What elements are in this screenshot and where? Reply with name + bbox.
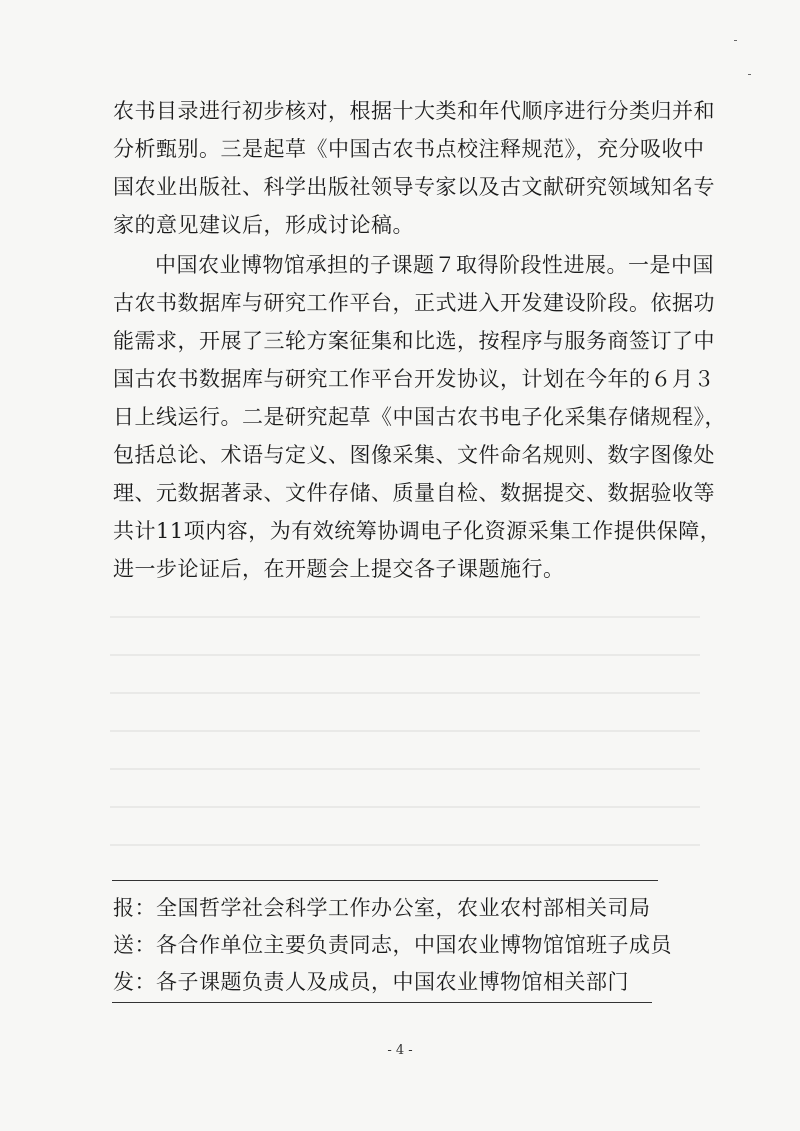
text-line: 共计11项内容，为有效统筹协调电子化资源采集工作提供保障， (113, 519, 722, 543)
bleed-through-texture (110, 580, 700, 880)
distribution-row (113, 930, 672, 960)
scan-speck (734, 40, 737, 41)
text-line: 古农书数据库与研究工作平台，正式进入开发建设阶段。依据功 (113, 291, 715, 315)
page-number: - 4 - (387, 1043, 413, 1058)
distribution-label: 报： (113, 896, 156, 920)
distribution-label: 送： (113, 933, 156, 957)
distribution-text: 各子课题负责人及成员，中国农业博物馆相关部门 (156, 970, 629, 994)
distribution-row (113, 967, 629, 997)
scan-speck (748, 74, 751, 75)
text-line: 家的意见建议后，形成讨论稿。 (113, 213, 414, 237)
distribution-text: 全国哲学社会科学工作办公室，农业农村部相关司局 (156, 896, 651, 920)
distribution-row (113, 893, 651, 923)
text-line: 进一步论证后，在开题会上提交各子课题施行。 (113, 557, 565, 581)
text-line: 包括总论、术语与定义、图像采集、文件命名规则、数字图像处 (113, 443, 715, 467)
text-line: 国农业出版社、科学出版社领导专家以及古文献研究领域知名专 (113, 175, 715, 199)
text-line: 农书目录进行初步核对，根据十大类和年代顺序进行分类归并和 (113, 99, 715, 123)
text-line: 国古农书数据库与研究工作平台开发协议，计划在今年的６月３ (113, 367, 715, 391)
text-line: 能需求，开展了三轮方案征集和比选，按程序与服务商签订了中 (113, 329, 715, 353)
text-line: 日上线运行。二是研究起草《中国古农书电子化采集存储规程》， (113, 405, 726, 429)
text-line: 分析甄别。三是起草《中国古农书点校注释规范》，充分吸收中 (113, 137, 705, 161)
text-line: 理、元数据著录、文件存储、质量自检、数据提交、数据验收等 (113, 481, 715, 505)
top-divider (112, 880, 658, 881)
distribution-text: 各合作单位主要负责同志，中国农业博物馆馆班子成员 (156, 933, 672, 957)
bottom-divider (112, 1002, 652, 1003)
distribution-label: 发： (113, 970, 156, 994)
text-line: 中国农业博物馆承担的子课题７取得阶段性进展。一是中国 (155, 253, 714, 277)
